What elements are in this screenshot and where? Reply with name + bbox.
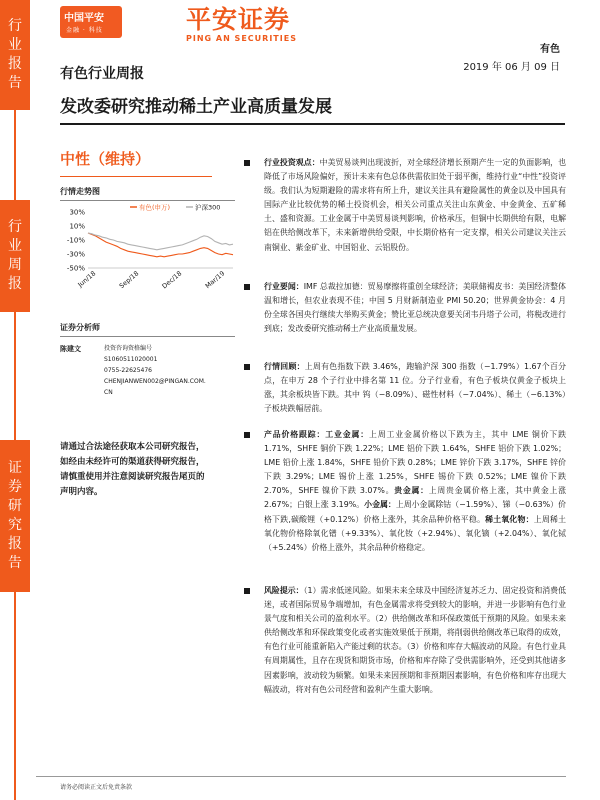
paragraph-text: 上周小金属除钴（−1.59%）、锑（−0.63%）价格下跌,碳酸锂（+0.12%）价格上涨外，其余品种价格平稳。 <box>264 500 566 524</box>
analyst-divider <box>60 336 235 337</box>
y-tick-label: 30% <box>69 208 85 217</box>
sidebar-char: 告 <box>8 75 22 91</box>
page-title: 发改委研究推动稀土产业高质量发展 <box>60 97 332 117</box>
chart-title: 行情走势图 <box>60 187 100 196</box>
sidebar-char: 券 <box>8 479 22 495</box>
sidebar-char: 报 <box>8 56 22 72</box>
series-line-1 <box>88 233 233 250</box>
paragraph-text: （1）需求低迷风险。如果未来全球及中国经济复苏乏力、固定投资和消费低迷，或者国际贸易争端增加，有色金属需求将受到较大的影响，并进一步影响有色行业景气度和相关公司的盈利水平。（2）供给侧改革和环保政策低于预期的风险。如果未来供给侧改革和环保政策变化或者实施效果低于预期，将削弱供给侧改革已取得的成效，有色行业可能重新陷入产能过剩的状态。（3）价格和库存大幅波动的风险。有色行业具有周期属性，且存在现货和期货市场，价格和库存除了受供需影响外，还受到其他诸多因素影响，波动较为频繁。如果未来因预期和非预期因素影响，有色价格和库存出现大幅波动，将对有色公司经营和盈利产生重大影响。 <box>264 586 566 694</box>
chart-title-divider <box>60 200 235 201</box>
paragraph-text: 上周有色指数下跌 3.46%，跑输沪深 300 指数（−1.79%）1.67个百分点，在申万 28 个子行业中排名第 11 位。分子行业看，有色子板块仅黄金子板块上涨，其余板块皆下跌。其中 钨（−8.09%）、磁性材料（−7.04%）、稀土（−6.13%）子板块跌幅居前。 <box>264 362 566 414</box>
paragraph-text: 上周稀土氧化物价格除氧化镨（+9.33%）、氧化钕（+2.94%）、氧化镝（+2.04%）、氧化铽（+5.24%）价格上涨外，其余品种价格稳定。 <box>264 514 566 552</box>
sidebar-char: 研 <box>8 498 22 514</box>
analyst-qualification-label: 投资咨询资格编号 <box>104 345 153 352</box>
report-date: 2019 年 06 月 09 日 <box>463 62 560 73</box>
sidebar-divider <box>14 312 16 440</box>
sidebar-divider <box>14 110 16 200</box>
sidebar-label-research <box>0 440 30 592</box>
sidebar-char: 报 <box>8 276 22 292</box>
paragraph-subheading: 稀土氧化物： <box>485 514 534 524</box>
paragraph-subheading: 工业金属： <box>325 430 369 439</box>
paragraph-heading: 行业要闻： <box>264 282 304 291</box>
y-tick-label: 10% <box>69 222 85 231</box>
title-divider <box>60 123 565 125</box>
logo-left-subtext: 金融 · 科技 <box>66 27 103 34</box>
paragraph-text: IMF 总裁拉加德：贸易摩擦将重创全球经济；美联储褐皮书：美国经济整体温和增长，但农业表现不佳；中国 5 月财新制造业 PMI 50.20；世界黄金协会：4 月份全球各国央行继续大举购买黄金；赞比亚总统决意要关闭韦丹塔子公司，将税改进行到底；发改委研究推动稀土产业高质量发展。 <box>264 282 566 334</box>
industry-label: 有色 <box>540 44 560 55</box>
legend-label-1: 沪深300 <box>195 203 221 212</box>
paragraph-heading: 行业投资观点： <box>264 158 320 167</box>
analyst-phone: 0755-22625476 <box>104 367 152 374</box>
sidebar-char: 报 <box>8 536 22 552</box>
paragraph-heading: 风险提示： <box>264 586 304 595</box>
paragraph-subheading: 小金属： <box>364 500 396 510</box>
sidebar-char: 证 <box>8 460 22 476</box>
bullet-icon <box>244 284 250 290</box>
sidebar-char: 行 <box>8 18 22 34</box>
sidebar-label-industry-report <box>0 0 30 110</box>
y-tick-label: -30% <box>66 250 85 259</box>
y-tick-label: -50% <box>66 264 85 273</box>
paragraph-text: 上周贵金属价格上涨，其中黄金上涨 2.67%；白银上涨 3.19%。 <box>264 486 566 510</box>
paragraph-risk-warning <box>236 584 566 697</box>
sidebar-char: 业 <box>8 37 22 53</box>
sidebar-divider <box>14 592 16 800</box>
paragraph-investment-view <box>236 156 566 255</box>
paragraph-text: 中美贸易谈判出现波折，对全球经济增长预期产生一定的负面影响，也降低了市场风险偏好，预计未来有色总体供需依旧处于弱平衡，维持行业“中性”投资评级。我们认为短期避险的需求将有所上升，建议关注具有避险属性的黄金以及中国具有国际产业比较优势的稀土投资机会，相关公司重点关注山东黄金、中金黄金、五矿稀土、盛和资源。工业金属于中美贸易谈判影响，价格承压，但铜中长期供给有限，电解铝在供给侧改革下，未来新增供给受限，中长期价格有一定支撑，相关公司建议关注云南铜业、紫金矿业、中国铝业、云铝股份。 <box>264 158 566 252</box>
report-type: 有色行业周报 <box>60 66 144 82</box>
analyst-info <box>104 343 216 398</box>
sidebar-char: 行 <box>8 219 22 235</box>
bullet-icon <box>244 160 250 166</box>
x-tick-label: Mar/19 <box>203 269 227 291</box>
sidebar-label-weekly <box>0 200 30 312</box>
paragraph-heading: 产品价格跟踪： <box>264 430 326 439</box>
series-line-0 <box>88 233 233 257</box>
disclaimer: 请通过合法途径获取本公司研究报告，如经由未经许可的渠道获得研究报告，请慎重使用并注意阅读研究报告尾页的声明内容。 <box>60 442 205 497</box>
analyst-qualification-number: S1060511020001 <box>104 356 158 363</box>
legend-label-0: 有色(申万) <box>139 203 171 212</box>
paragraph-text: 上周工业金属价格以下跌为主，其中 LME 铜价下跌 1.71%，SHFE 铜价下跌 1.22%；LME 铝价下跌 1.64%，SHFE 铝价下跌 1.02%；LME 铅价上涨 1.84%，SHFE 铅价下跌 0.28%；LME 锌价下跌 3.17%，SHFE 锌价下跌 3.29%；LME 锡价上涨 1.25%，SHFE 锡价下跌 0.52%；LME 镍价下跌 2.70%，SHFE 镍价下跌 3.07%。 <box>264 430 566 496</box>
analyst-email[interactable]: CHENJIANWEN002@PINGAN.COM. <box>104 378 206 385</box>
paragraph-heading: 行情回顾： <box>264 362 305 371</box>
sidebar-char: 周 <box>8 257 22 273</box>
y-tick-label: -10% <box>66 236 85 245</box>
bullet-icon <box>244 364 250 370</box>
x-tick-label: Sep/18 <box>117 269 141 291</box>
analyst-name: 陈建文 <box>60 345 81 353</box>
analyst-section-title: 证券分析师 <box>60 323 100 332</box>
logo-left-text: 中国平安 <box>64 13 104 24</box>
paragraph-market-review <box>236 360 566 416</box>
logo-right-en: PING AN SECURITIES <box>186 34 297 43</box>
paragraph-industry-news <box>236 280 566 336</box>
bullet-icon <box>244 588 250 594</box>
paragraph-price-tracking <box>236 428 566 555</box>
logo-right-cn: 平安证券 <box>186 5 291 34</box>
rating: 中性（维持） <box>60 150 151 168</box>
sidebar <box>0 0 30 800</box>
x-tick-label: Dec/18 <box>160 269 184 291</box>
sidebar-char: 业 <box>8 238 22 254</box>
ping-an-securities-logo <box>186 6 297 43</box>
bullet-icon <box>244 432 250 438</box>
sidebar-char: 告 <box>8 555 22 571</box>
paragraph-subheading: 贵金属： <box>394 486 429 496</box>
x-tick-label: Jun/18 <box>76 269 98 289</box>
ping-an-group-logo <box>60 6 122 38</box>
rating-divider <box>60 176 212 177</box>
trend-chart <box>58 202 238 294</box>
sidebar-char: 究 <box>8 517 22 533</box>
footer-divider <box>36 776 566 777</box>
footer-note: 请务必阅读正文后免责条款 <box>60 784 133 791</box>
analyst-email-cont: CN <box>104 389 113 396</box>
